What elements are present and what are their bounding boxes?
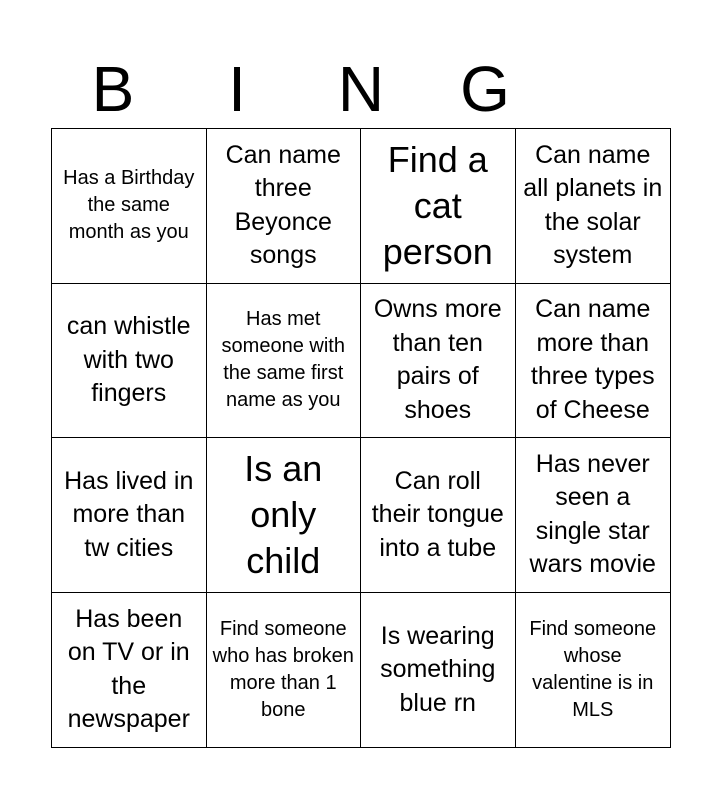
- bingo-cell-text: Has met someone with the same first name as you: [221, 308, 345, 412]
- bingo-board: [51, 128, 671, 748]
- bingo-cell-text: Has lived in more than tw cities: [64, 466, 194, 562]
- bingo-cell[interactable]: [516, 129, 671, 284]
- bingo-cell[interactable]: [516, 284, 671, 439]
- bingo-cell-text: Can roll their tongue into a tube: [371, 466, 504, 562]
- bingo-cell-text: Can name all planets in the solar system: [523, 140, 663, 270]
- bingo-cell[interactable]: [361, 438, 516, 593]
- bingo-cell[interactable]: [207, 129, 362, 284]
- bingo-cell[interactable]: [361, 129, 516, 284]
- header-letter-b: B: [91, 53, 135, 125]
- bingo-cell[interactable]: [52, 129, 207, 284]
- bingo-cell-text: Is an only child: [244, 447, 323, 581]
- bingo-cell-text: Find someone who has broken more than 1 bone: [212, 617, 354, 721]
- bingo-cell[interactable]: [207, 284, 362, 439]
- bingo-cell[interactable]: [361, 284, 516, 439]
- bingo-cell[interactable]: [52, 284, 207, 439]
- bingo-cell[interactable]: [207, 593, 362, 748]
- bingo-cell[interactable]: [516, 593, 671, 748]
- bingo-cell[interactable]: [207, 438, 362, 593]
- bingo-cell[interactable]: [52, 438, 207, 593]
- bingo-cell-text: Has been on TV or in the newspaper: [67, 604, 190, 734]
- bingo-cell-text: Has never seen a single star wars movie: [529, 449, 656, 579]
- bingo-cell[interactable]: [361, 593, 516, 748]
- header-letter-i: I: [228, 53, 246, 125]
- bingo-cell-text: Owns more than ten pairs of shoes: [373, 295, 502, 424]
- bingo-cell-text: Has a Birthday the same month as you: [63, 167, 195, 244]
- bingo-cell-text: Find someone whose valentine is in MLS: [529, 617, 657, 721]
- bingo-cell-text: Is wearing something blue rn: [380, 621, 496, 717]
- header-letter-g: G: [460, 53, 510, 125]
- bingo-cell[interactable]: [52, 593, 207, 748]
- bingo-cell-text: Can name more than three types of Cheese: [530, 295, 655, 424]
- header-letter-n: N: [337, 53, 385, 125]
- bingo-cell[interactable]: [516, 438, 671, 593]
- bingo-cell-text: can whistle with two fingers: [66, 312, 191, 407]
- bingo-header: [51, 50, 671, 128]
- bingo-cell-text: Can name three Beyonce songs: [225, 140, 341, 270]
- bingo-cell-text: Find a cat person: [382, 138, 493, 272]
